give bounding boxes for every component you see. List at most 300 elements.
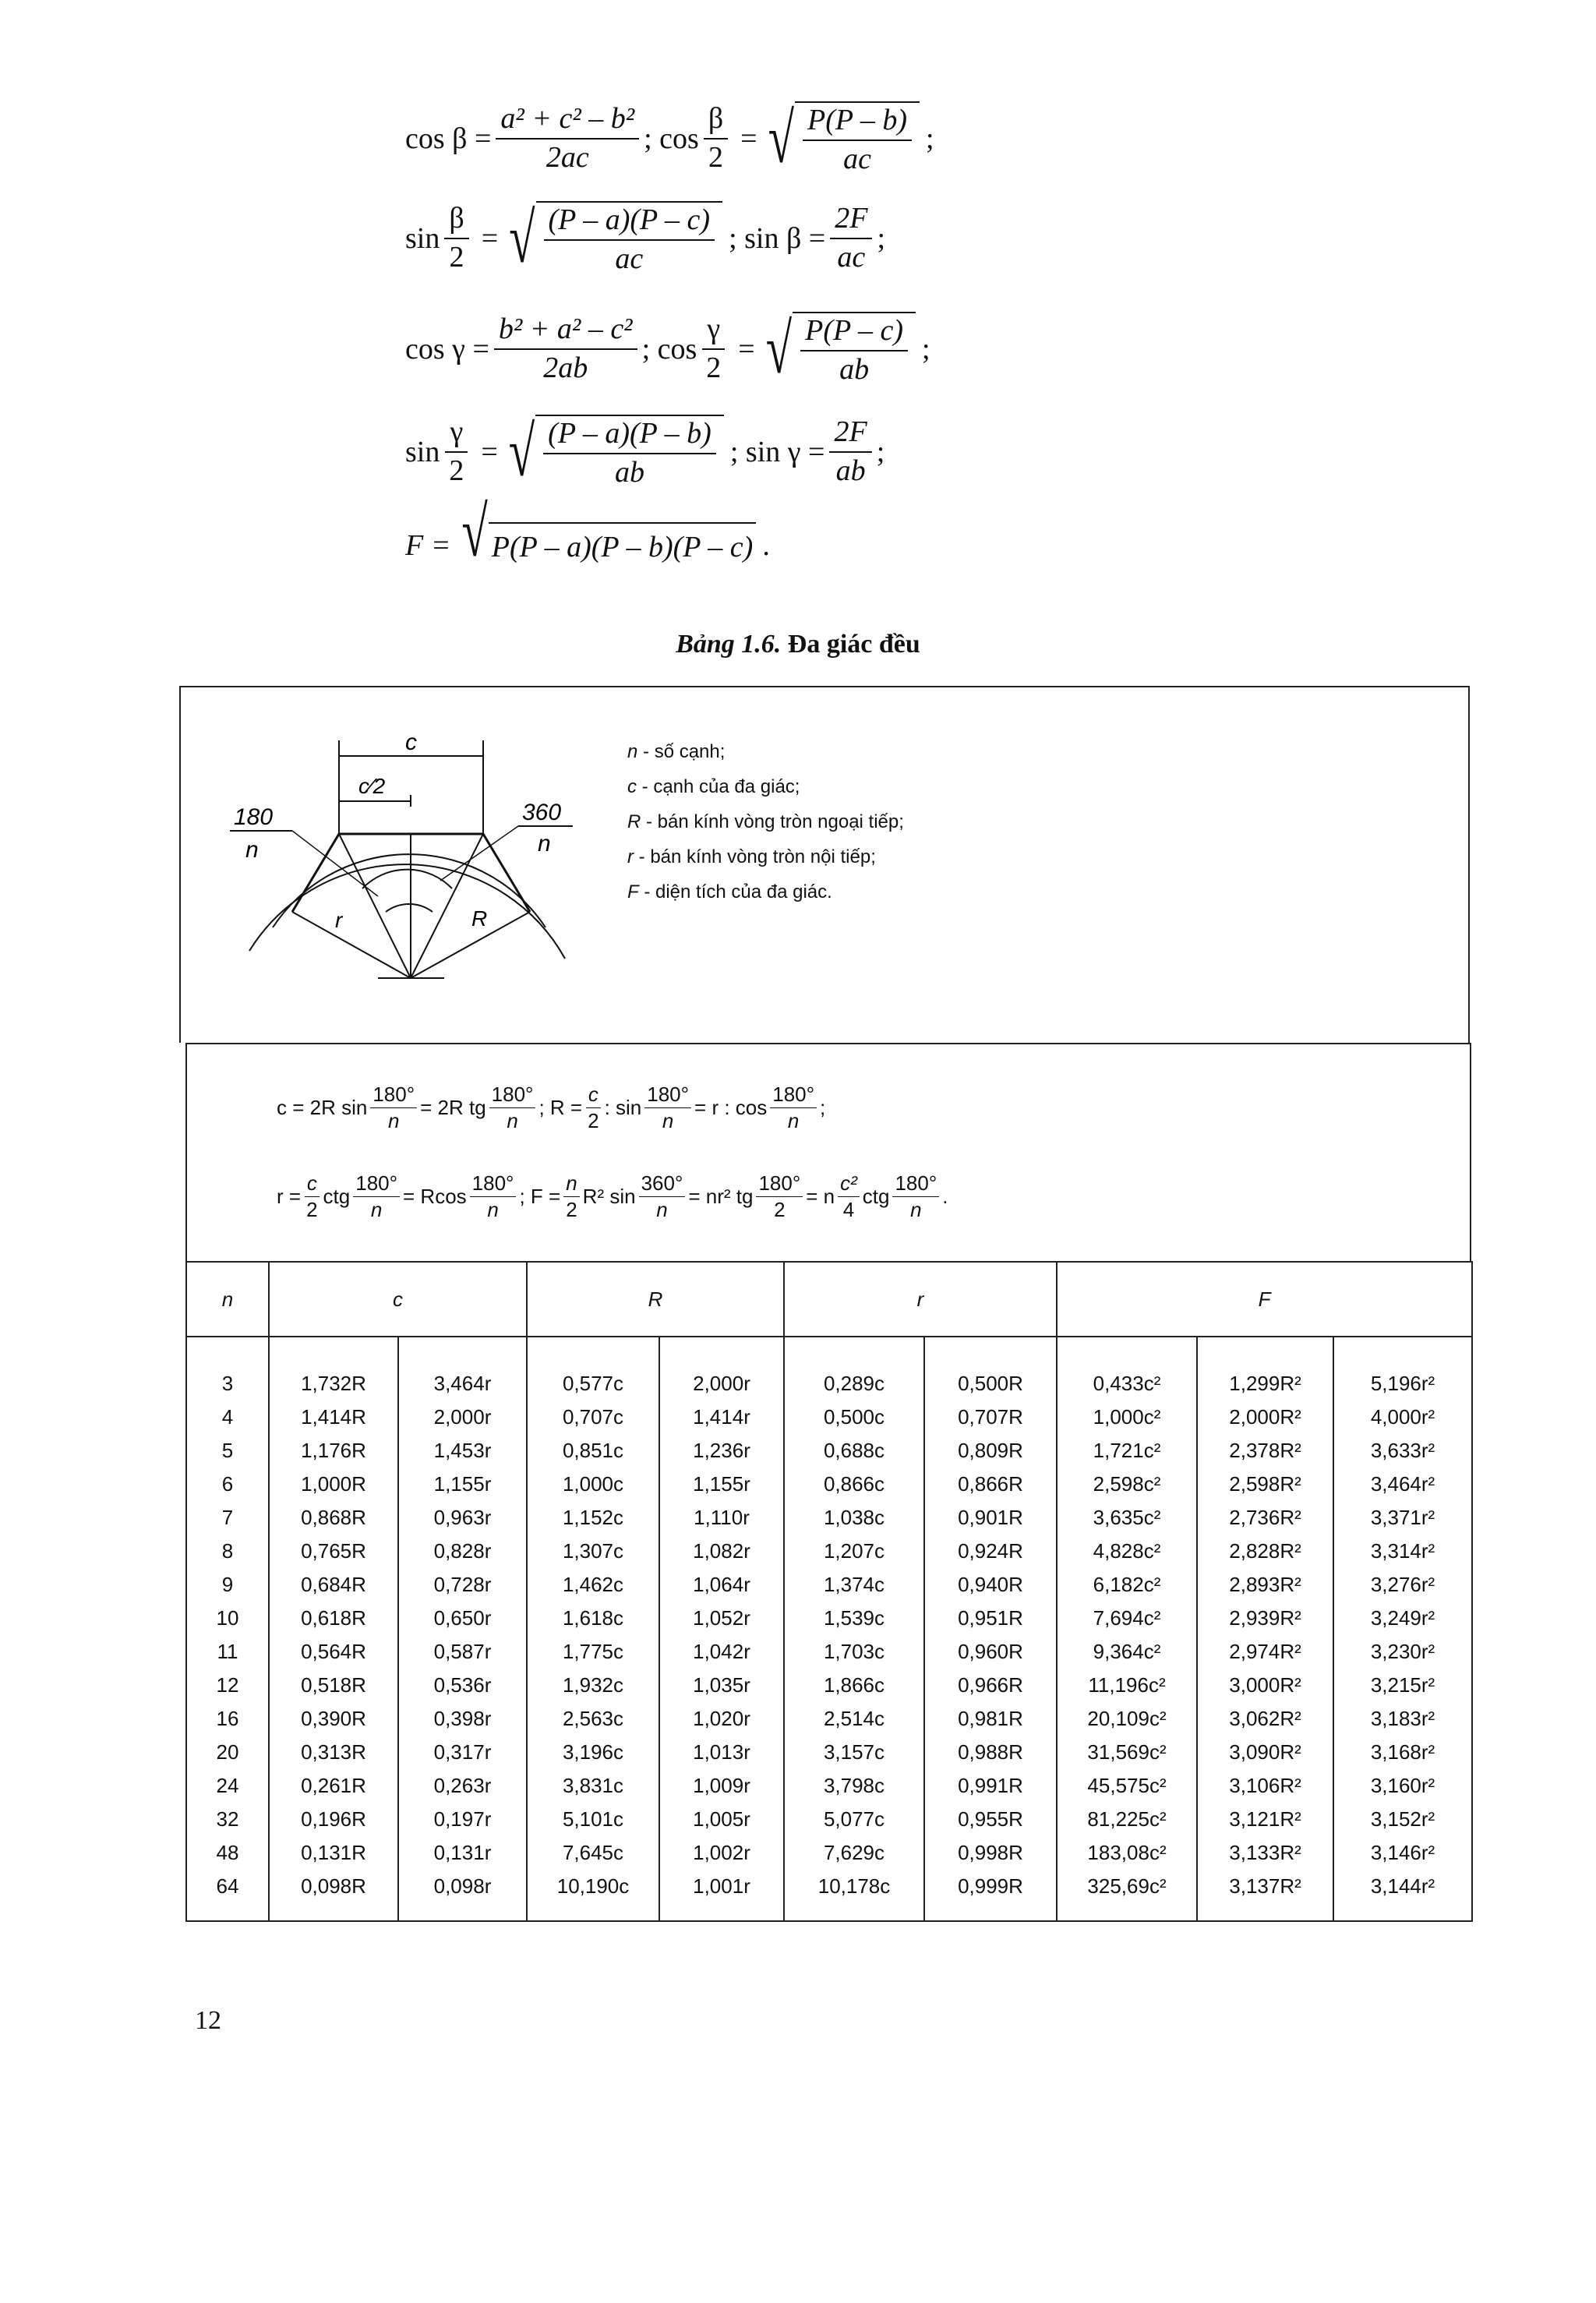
fraction — [770, 1083, 817, 1132]
square-root: √ $\frac{P(P - b)}{ac}$ — [768, 101, 920, 176]
formula-text: ; F = — [519, 1184, 561, 1208]
polygon-diagram — [218, 733, 577, 990]
table-cell: 3,168r² — [1333, 1736, 1472, 1769]
table-cell: 3,144r² — [1333, 1870, 1472, 1921]
table-row — [186, 1401, 1472, 1434]
formula-text: ; sin γ = — [729, 436, 825, 468]
table-row — [186, 1736, 1472, 1769]
table-cell: 4,828c² — [1057, 1535, 1197, 1568]
formula-cos-beta — [405, 100, 934, 178]
numerator: 180° — [756, 1172, 803, 1197]
formula-text: r = — [277, 1184, 302, 1208]
table-cell: 3,831c — [527, 1769, 659, 1803]
table-cell: 0,851c — [527, 1434, 659, 1468]
formula-text: = r : cos — [694, 1095, 768, 1119]
fraction — [701, 313, 726, 385]
table-cell: 3,000R² — [1197, 1669, 1333, 1702]
table-cell: 2,000r — [398, 1401, 527, 1434]
fraction — [585, 1083, 601, 1132]
table-cell: 1,110r — [659, 1501, 784, 1535]
angle-arc — [362, 870, 452, 888]
table-row — [186, 1769, 1472, 1803]
table-row — [186, 1836, 1472, 1870]
fraction — [639, 1172, 686, 1220]
table-cell: 1,152c — [527, 1501, 659, 1535]
fraction — [444, 416, 468, 488]
table-cell: 0,564R — [269, 1635, 398, 1669]
legend-item — [627, 769, 904, 804]
table-cell: 3,183r² — [1333, 1702, 1472, 1736]
cell-n: 4 — [186, 1401, 269, 1434]
header-R: R — [527, 1262, 784, 1337]
table-cell: 0,098R — [269, 1870, 398, 1921]
table-cell: 3,215r² — [1333, 1669, 1472, 1702]
denominator: n — [487, 1197, 499, 1221]
label-c-half: c⁄2 — [358, 774, 386, 798]
formula-text: . — [942, 1184, 948, 1208]
table-cell: 2,000R² — [1197, 1401, 1333, 1434]
table-cell: 2,939R² — [1197, 1602, 1333, 1635]
formula-text: sin — [405, 222, 440, 255]
table-cell: 0,131r — [398, 1836, 527, 1870]
fraction — [544, 204, 715, 276]
formula-text: ; — [922, 333, 930, 366]
legend-symbol: c — [627, 776, 637, 797]
fraction — [838, 1172, 860, 1220]
table-cell: 3,464r — [398, 1337, 527, 1401]
table-cell: 1,932c — [527, 1669, 659, 1702]
table-cell: 3,062R² — [1197, 1702, 1333, 1736]
header-F: F — [1057, 1262, 1472, 1337]
table-cell: 0,536r — [398, 1669, 527, 1702]
table-row — [186, 1870, 1472, 1921]
numerator: 180° — [644, 1083, 691, 1108]
caption-title: Đa giác đều — [787, 630, 920, 659]
table-cell: 1,000c² — [1057, 1401, 1197, 1434]
cell-n: 12 — [186, 1669, 269, 1702]
table-cell: 45,575c² — [1057, 1769, 1197, 1803]
numerator: 180° — [353, 1172, 400, 1197]
table-row — [186, 1635, 1472, 1669]
denominator: ab — [615, 456, 644, 489]
table-cell: 1,462c — [527, 1568, 659, 1602]
table-cell: 2,378R² — [1197, 1434, 1333, 1468]
legend-list — [627, 734, 904, 910]
cell-n: 8 — [186, 1535, 269, 1568]
table-cell: 3,160r² — [1333, 1769, 1472, 1803]
denominator: 2ac — [546, 141, 589, 174]
table-cell: 0,618R — [269, 1602, 398, 1635]
table-cell: 1,176R — [269, 1434, 398, 1468]
radicand: P(P – a)(P – b)(P – c) — [491, 530, 754, 563]
denominator: ac — [615, 242, 644, 275]
table-row — [186, 1669, 1472, 1702]
fraction — [563, 1172, 579, 1220]
label-r: r — [335, 908, 343, 932]
table-cell: 6,182c² — [1057, 1568, 1197, 1602]
cell-n: 11 — [186, 1635, 269, 1669]
denominator: 2 — [449, 454, 464, 487]
numerator: n — [563, 1172, 579, 1197]
table-cell: 0,263r — [398, 1769, 527, 1803]
radius-line — [339, 834, 411, 978]
table-cell: 3,230r² — [1333, 1635, 1472, 1669]
numerator: 180° — [370, 1083, 417, 1108]
formula-text: ctg — [323, 1184, 351, 1208]
fraction — [800, 315, 908, 387]
header-c: c — [269, 1262, 527, 1337]
formula-sin-beta — [405, 200, 885, 277]
table-cell: 10,178c — [784, 1870, 924, 1921]
table-cell: 0,828r — [398, 1535, 527, 1568]
table-cell: 3,152r² — [1333, 1803, 1472, 1836]
angle-label-left-num: 180 — [234, 804, 274, 830]
fraction — [494, 313, 637, 385]
table-cell: 1,002r — [659, 1836, 784, 1870]
outer-arc — [249, 864, 565, 959]
table-cell: 1,539c — [784, 1602, 924, 1635]
table-cell: 3,196c — [527, 1736, 659, 1769]
table-cell: 3,137R² — [1197, 1870, 1333, 1921]
numerator: 180° — [770, 1083, 817, 1108]
table-cell: 1,042r — [659, 1635, 784, 1669]
formula-text: F = — [405, 529, 451, 562]
table-cell: 3,276r² — [1333, 1568, 1472, 1602]
table-cell: 5,196r² — [1333, 1337, 1472, 1401]
formula-text: = n — [806, 1184, 835, 1208]
numerator: γ — [445, 416, 468, 453]
legend-text: - cạnh của đa giác; — [637, 776, 800, 797]
table-body — [186, 1337, 1472, 1921]
denominator: 4 — [842, 1197, 855, 1221]
cell-n: 20 — [186, 1736, 269, 1769]
table-cell: 0,866R — [924, 1468, 1057, 1501]
cell-n: 32 — [186, 1803, 269, 1836]
legend-text: - bán kính vòng tròn ngoại tiếp; — [641, 811, 904, 832]
table-cell: 3,635c² — [1057, 1501, 1197, 1535]
fraction — [543, 418, 716, 489]
table-row — [186, 1702, 1472, 1736]
table-cell: 0,313R — [269, 1736, 398, 1769]
table-cell: 1,453r — [398, 1434, 527, 1468]
table-row — [186, 1501, 1472, 1535]
table-row — [186, 1568, 1472, 1602]
table-cell: 2,563c — [527, 1702, 659, 1736]
table-cell: 0,398r — [398, 1702, 527, 1736]
table-row — [186, 1468, 1472, 1501]
formula-cos-gamma — [405, 310, 930, 388]
square-root: √ P(P – a)(P – b)(P – c) — [461, 522, 756, 570]
table-cell: 1,038c — [784, 1501, 924, 1535]
table-cell: 2,893R² — [1197, 1568, 1333, 1602]
table-cell: 0,500R — [924, 1337, 1057, 1401]
table-cell: 1,001r — [659, 1870, 784, 1921]
table-header-row — [186, 1262, 1472, 1337]
formula-text: ; sin β = — [729, 222, 826, 255]
table-cell: 183,08c² — [1057, 1836, 1197, 1870]
angle-label-left-den: n — [245, 837, 259, 863]
table-cell: 0,261R — [269, 1769, 398, 1803]
formula-text: = — [740, 122, 757, 155]
table-cell: 0,981R — [924, 1702, 1057, 1736]
formula-text: sin — [405, 436, 440, 468]
table-cell: 1,155r — [398, 1468, 527, 1501]
formula-text: ; — [926, 122, 934, 155]
table-cell: 1,155r — [659, 1468, 784, 1501]
fraction — [353, 1172, 400, 1220]
table-cell: 1,703c — [784, 1635, 924, 1669]
table-caption — [0, 630, 1596, 659]
table-cell: 7,645c — [527, 1836, 659, 1870]
table-cell: 81,225c² — [1057, 1803, 1197, 1836]
table-cell: 7,629c — [784, 1836, 924, 1870]
box-formula-line-2 — [277, 1161, 948, 1231]
table-cell: 0,707c — [527, 1401, 659, 1434]
table-cell: 1,082r — [659, 1535, 784, 1568]
table-cell: 20,109c² — [1057, 1702, 1197, 1736]
circumscribed-arc — [273, 854, 546, 927]
fraction — [803, 104, 912, 176]
table-cell: 9,364c² — [1057, 1635, 1197, 1669]
legend-text: - bán kính vòng tròn nội tiếp; — [634, 846, 876, 867]
numerator: P(P – b) — [807, 104, 908, 137]
formula-text: . — [762, 529, 770, 562]
formula-text: ctg — [862, 1184, 890, 1208]
formula-text: = — [481, 222, 499, 255]
table-cell: 0,991R — [924, 1769, 1057, 1803]
denominator: ac — [837, 241, 866, 274]
table-cell: 0,866c — [784, 1468, 924, 1501]
table-cell: 1,035r — [659, 1669, 784, 1702]
denominator: 2 — [306, 1197, 318, 1221]
cell-n: 3 — [186, 1337, 269, 1401]
angle-label-right-den: n — [538, 831, 551, 857]
legend-item — [627, 804, 904, 839]
table-cell: 0,951R — [924, 1602, 1057, 1635]
table-cell: 2,974R² — [1197, 1635, 1333, 1669]
table-cell: 0,650r — [398, 1602, 527, 1635]
formula-text: ; — [877, 222, 886, 255]
fraction — [304, 1172, 320, 1220]
table-cell: 0,390R — [269, 1702, 398, 1736]
table-row — [186, 1337, 1472, 1401]
table-cell: 2,598R² — [1197, 1468, 1333, 1501]
denominator: n — [370, 1197, 383, 1221]
denominator: n — [656, 1197, 668, 1221]
formula-text: ; R = — [538, 1095, 583, 1119]
table-cell: 0,963r — [398, 1501, 527, 1535]
table-cell: 0,955R — [924, 1803, 1057, 1836]
table-cell: 2,828R² — [1197, 1535, 1333, 1568]
table-cell: 5,077c — [784, 1803, 924, 1836]
table-row — [186, 1535, 1472, 1568]
formula-text: = 2R tg — [420, 1095, 486, 1119]
radius-line — [292, 912, 411, 978]
denominator: ab — [839, 353, 870, 386]
table-cell: 1,009r — [659, 1769, 784, 1803]
legend-text: - diện tích của đa giác. — [638, 881, 832, 902]
formula-text: R² sin — [582, 1184, 636, 1208]
fraction — [489, 1083, 536, 1132]
table-cell: 0,868R — [269, 1501, 398, 1535]
numerator: 180° — [892, 1172, 939, 1197]
formula-text: ; cos — [644, 122, 699, 155]
formula-text: cos β = — [405, 122, 492, 155]
table-cell: 2,000r — [659, 1337, 784, 1401]
table-cell: 1,299R² — [1197, 1337, 1333, 1401]
legend-item — [627, 734, 904, 769]
cell-n: 9 — [186, 1568, 269, 1602]
formula-text: c = 2R sin — [277, 1095, 368, 1119]
table-cell: 1,064r — [659, 1568, 784, 1602]
numerator: a² + c² – b² — [500, 102, 635, 136]
table-cell: 0,809R — [924, 1434, 1057, 1468]
fraction — [644, 1083, 691, 1132]
numerator: b² + a² – c² — [498, 313, 633, 346]
numerator: (P – a)(P – c) — [548, 203, 711, 237]
table-row — [186, 1434, 1472, 1468]
table-cell: 1,013r — [659, 1736, 784, 1769]
angle-arc — [386, 904, 433, 912]
table-cell: 0,587r — [398, 1635, 527, 1669]
table-cell: 0,988R — [924, 1736, 1057, 1769]
denominator: 2 — [774, 1197, 786, 1221]
table-cell: 10,190c — [527, 1870, 659, 1921]
denominator: 2 — [708, 141, 723, 174]
square-root: √ $\frac{P(P - c)}{ab}$ — [766, 312, 916, 387]
denominator: ac — [843, 143, 871, 175]
table-cell: 3,633r² — [1333, 1434, 1472, 1468]
table-cell: 0,577c — [527, 1337, 659, 1401]
numerator: 180° — [470, 1172, 517, 1197]
cell-n: 10 — [186, 1602, 269, 1635]
legend-symbol: r — [627, 846, 634, 867]
legend-symbol: n — [627, 741, 638, 762]
cell-n: 16 — [186, 1702, 269, 1736]
table-cell: 11,196c² — [1057, 1669, 1197, 1702]
table-cell: 0,966R — [924, 1669, 1057, 1702]
formula-text: ; — [820, 1095, 826, 1119]
table-cell: 1,236r — [659, 1434, 784, 1468]
table-cell: 3,798c — [784, 1769, 924, 1803]
formula-text: ; — [876, 436, 885, 468]
table-cell: 0,728r — [398, 1568, 527, 1602]
table-cell: 1,374c — [784, 1568, 924, 1602]
table-cell: 2,736R² — [1197, 1501, 1333, 1535]
legend-item — [627, 874, 904, 910]
numerator: c² — [838, 1172, 860, 1197]
table-cell: 1,052r — [659, 1602, 784, 1635]
denominator: 2ab — [543, 351, 588, 384]
table-cell: 0,684R — [269, 1568, 398, 1602]
formula-text: cos γ = — [405, 333, 489, 366]
table-cell: 1,020r — [659, 1702, 784, 1736]
fraction — [830, 203, 872, 274]
cell-n: 48 — [186, 1836, 269, 1870]
formula-text: = nr² tg — [688, 1184, 754, 1208]
header-r: r — [784, 1262, 1057, 1337]
table-row — [186, 1803, 1472, 1836]
table-cell: 3,090R² — [1197, 1736, 1333, 1769]
table-cell: 31,569c² — [1057, 1736, 1197, 1769]
denominator: n — [387, 1108, 400, 1132]
numerator: P(P – c) — [805, 314, 904, 348]
table-cell: 3,121R² — [1197, 1803, 1333, 1836]
table-cell: 1,307c — [527, 1535, 659, 1568]
table-cell: 1,000c — [527, 1468, 659, 1501]
table-cell: 1,732R — [269, 1337, 398, 1401]
table-cell: 0,500c — [784, 1401, 924, 1434]
legend-text: - số cạnh; — [637, 741, 726, 762]
table-cell: 3,371r² — [1333, 1501, 1472, 1535]
table-row — [186, 1602, 1472, 1635]
numerator: c — [305, 1172, 320, 1197]
denominator: ab — [835, 454, 866, 487]
table-cell: 0,433c² — [1057, 1337, 1197, 1401]
table-cell: 0,688c — [784, 1434, 924, 1468]
table-cell: 2,514c — [784, 1702, 924, 1736]
numerator: c — [586, 1083, 601, 1108]
table-cell: 3,146r² — [1333, 1836, 1472, 1870]
square-root: √ $\frac{(P - a)(P - c)}{ac}$ — [509, 201, 722, 276]
table-cell: 1,721c² — [1057, 1434, 1197, 1468]
table-cell: 0,960R — [924, 1635, 1057, 1669]
formula-text: = — [738, 333, 755, 366]
label-R: R — [471, 906, 488, 931]
table-cell: 0,098r — [398, 1870, 527, 1921]
table-cell: 0,924R — [924, 1535, 1057, 1568]
cell-n: 5 — [186, 1434, 269, 1468]
polygon-table — [185, 1261, 1473, 1922]
table-cell: 0,197r — [398, 1803, 527, 1836]
cell-n: 64 — [186, 1870, 269, 1921]
fraction — [444, 203, 468, 274]
table-cell: 1,775c — [527, 1635, 659, 1669]
page-number: 12 — [195, 2006, 221, 2035]
denominator: 2 — [706, 351, 722, 384]
table-cell: 0,131R — [269, 1836, 398, 1870]
denominator: 2 — [588, 1108, 599, 1132]
table-cell: 0,518R — [269, 1669, 398, 1702]
fraction — [829, 416, 871, 488]
fraction — [470, 1172, 517, 1220]
numerator: γ — [702, 313, 725, 350]
denominator: n — [910, 1197, 922, 1221]
numerator: 2F — [835, 202, 868, 235]
table-cell: 325,69c² — [1057, 1870, 1197, 1921]
label-c: c — [405, 733, 417, 755]
fraction — [892, 1172, 939, 1220]
table-cell: 0,998R — [924, 1836, 1057, 1870]
numerator: β — [444, 203, 468, 239]
table-cell: 0,999R — [924, 1870, 1057, 1921]
cell-n: 7 — [186, 1501, 269, 1535]
table-cell: 0,901R — [924, 1501, 1057, 1535]
table-cell: 5,101c — [527, 1803, 659, 1836]
table-cell: 3,106R² — [1197, 1769, 1333, 1803]
header-n: n — [186, 1262, 269, 1337]
table-cell: 0,765R — [269, 1535, 398, 1568]
denominator: n — [507, 1108, 518, 1132]
numerator: β — [704, 103, 728, 140]
legend-symbol: R — [627, 811, 641, 832]
legend-item — [627, 839, 904, 874]
fraction — [370, 1083, 417, 1132]
angle-label-right-num: 360 — [522, 800, 562, 825]
table-cell: 1,207c — [784, 1535, 924, 1568]
table-cell: 0,196R — [269, 1803, 398, 1836]
numerator: 180° — [489, 1083, 536, 1108]
